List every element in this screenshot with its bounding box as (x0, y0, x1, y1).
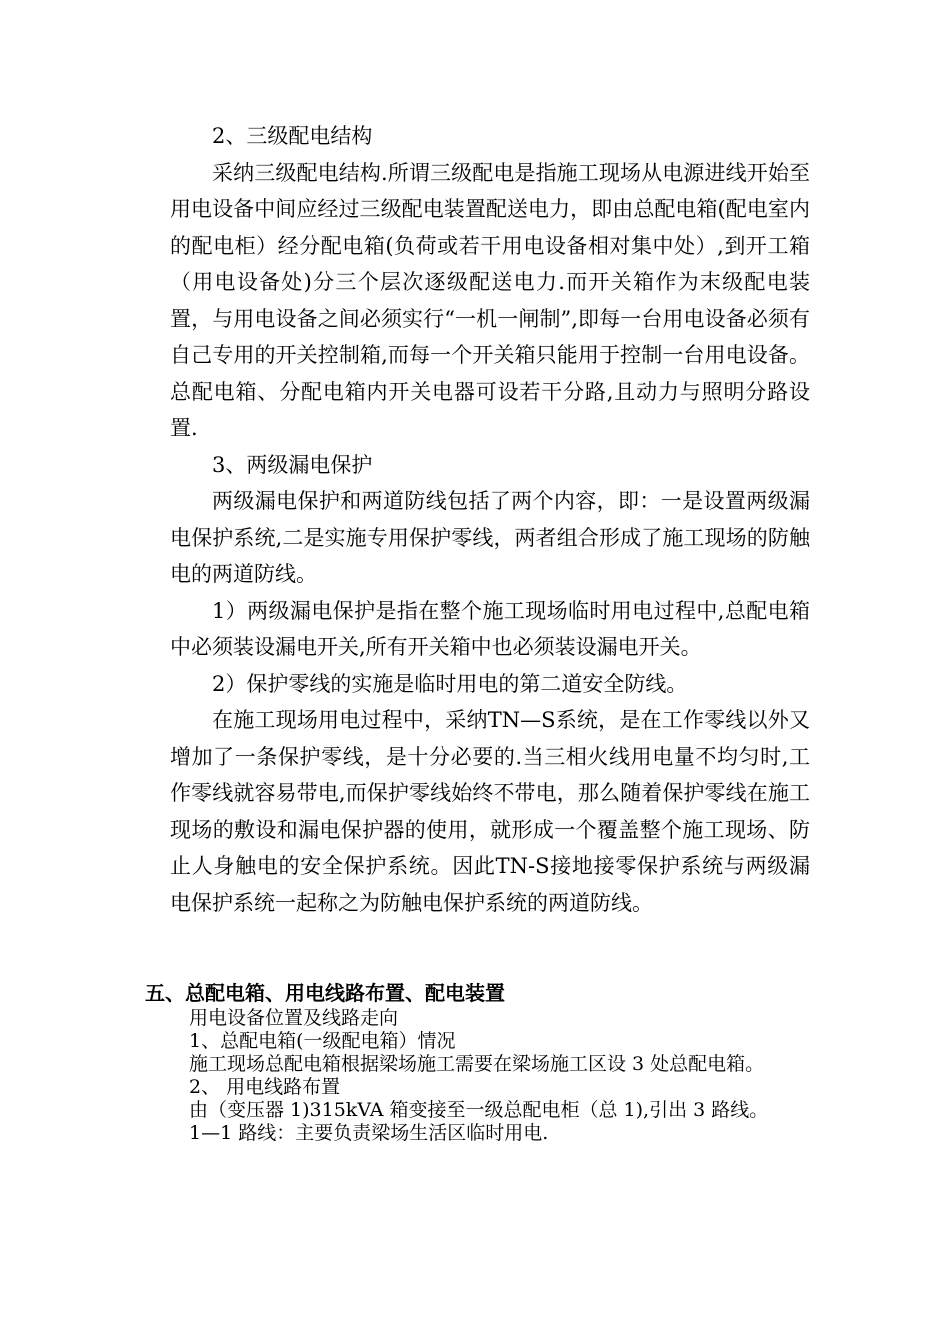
subheading-two-level: 3、两级漏电保护 (212, 452, 373, 477)
paragraph: 2）保护零线的实施是临时用电的第二道安全防线。 (212, 671, 688, 696)
paragraph: 用电设备位置及线路走向 (189, 1007, 399, 1029)
paragraph: 由（变压器 1)315kVA 箱变接至一级总配电柜（总 1),引出 3 路线。 (189, 1099, 769, 1121)
paragraph: 1、总配电箱(一级配电箱）情况 (189, 1030, 456, 1052)
paragraph: 两级漏电保护和两道防线包括了两个内容，即：一是设置两级漏电保护系统,二是实施专用保护零线，两者组合形成了施工现场的防触电的两道防线。 (170, 489, 810, 586)
paragraph: 1—1 路线：主要负责梁场生活区临时用电. (189, 1122, 549, 1144)
subheading-three-level: 2、三级配电结构 (212, 124, 373, 148)
section-distribution-layout (145, 980, 810, 1145)
section-electrical-structure (170, 118, 810, 921)
paragraph: 采纳三级配电结构.所谓三级配电是指施工现场从电源进线开始至用电设备中间应经过三级配电装置配送电力，即由总配电箱(配电室内的配电柜）经分配电箱(负荷或若干用电设备相对集中处）,到开工箱（用电设备处)分三个层次逐级配送电力.而开关箱作为末级配电装置，与用电设备之间必须实行“一机一闸制”,即每一台用电设备必须有自己专用的开关控制箱,而每一个开关箱只能用于控制一台用电设备。总配电箱、分配电箱内开关电器可设若干分路,且动力与照明分路设置. (170, 160, 810, 440)
section-heading: 五、总配电箱、用电线路布置、配电装置 (145, 981, 505, 1005)
paragraph: 施工现场总配电箱根据梁场施工需要在梁场施工区设 3 处总配电箱。 (189, 1053, 765, 1075)
paragraph: 在施工现场用电过程中，采纳TN—S系统，是在工作零线以外又增加了一条保护零线，是十分必要的.当三相火线用电量不均匀时,工作零线就容易带电,而保护零线始终不带电，那么随着保护零线在施工现场的敷设和漏电保护器的使用，就形成一个覆盖整个施工现场、防止人身触电的安全保护系统。因此TN-S接地接零保护系统与两级漏电保护系统一起称之为防触电保护系统的两道防线。 (170, 708, 810, 915)
paragraph: 1）两级漏电保护是指在整个施工现场临时用电过程中,总配电箱中必须装设漏电开关,所有开关箱中也必须装设漏电开关。 (170, 598, 810, 659)
paragraph: 2、 用电线路布置 (189, 1076, 341, 1098)
